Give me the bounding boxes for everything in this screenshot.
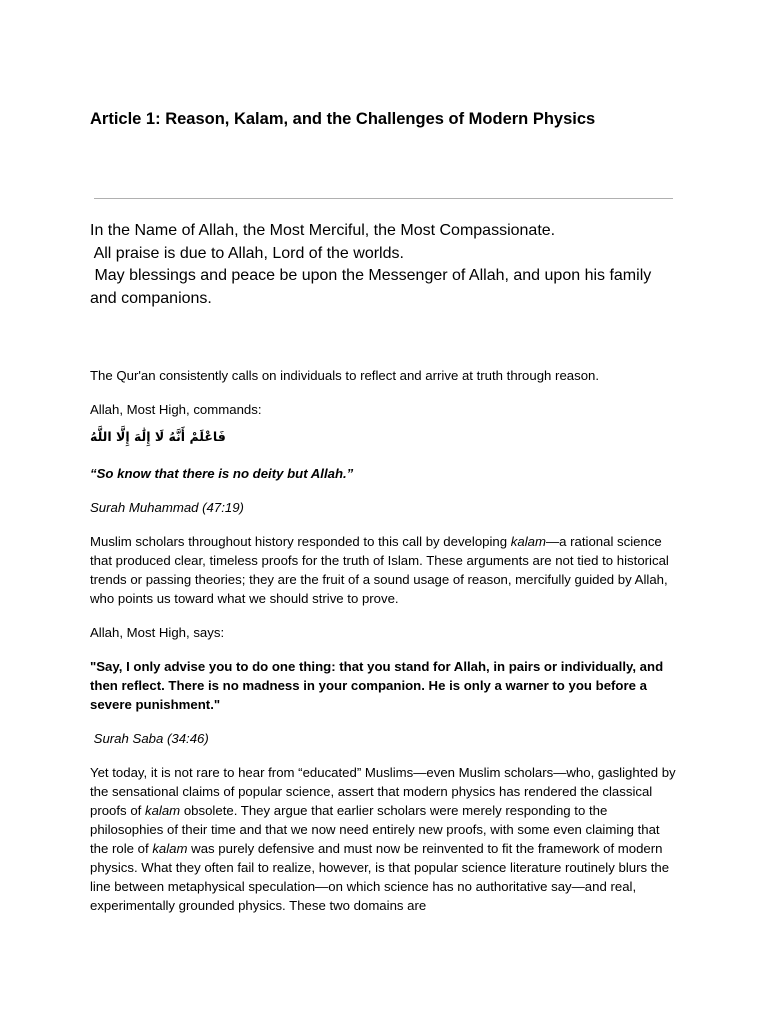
opening-invocation xyxy=(90,220,690,310)
horizontal-divider xyxy=(94,198,673,199)
article-body xyxy=(90,366,680,930)
modern-paragraph-part3: was purely defensive and must now be reinvented to fit the framework of modern physics. What they often fail to realize, however, is that popular science literature routinely blurs the line between metaphysical speculation—on which science has no authoritative say—and real, experimentally grounded physics. These two domains are xyxy=(90,841,670,913)
arabic-verse: فَاعْلَمْ أَنَّهُ لَا إِلَٰهَ إِلَّا اللَّهُ xyxy=(90,429,226,444)
verse-translation: “So know that there is no deity but Allah.” xyxy=(90,466,354,481)
modern-paragraph-part2: obsolete. They argue that earlier scholars were merely responding to the philosophies of their time and that we now need entirely new proofs, with some even claiming that the role of xyxy=(90,803,660,856)
says-intro: Allah, Most High, says: xyxy=(90,625,225,640)
kalam-term-1: kalam xyxy=(144,803,181,818)
kalam-paragraph-part2: —a rational science that produced clear, timeless proofs for the truth of Islam. These arguments are not tied to historical trends or passing theories; they are the fruit of a sound usage of reason, mercifully guided by Allah, who points us toward what we should strive to prove. xyxy=(90,534,669,606)
opening-line-2: All praise is due to Allah, Lord of the worlds. xyxy=(90,244,404,262)
modern-physics-paragraph xyxy=(90,763,680,915)
intro-paragraph: The Qur'an consistently calls on individuals to reflect and arrive at truth through reason. xyxy=(90,368,600,383)
opening-line-4: and companions. xyxy=(90,289,212,307)
saba-citation: Surah Saba (34:46) xyxy=(90,731,209,746)
kalam-term: kalam xyxy=(510,534,546,549)
article-title: Article 1: Reason, Kalam, and the Challenges of Modern Physics xyxy=(90,110,596,128)
commands-intro: Allah, Most High, commands: xyxy=(90,402,262,417)
kalam-term-2: kalam xyxy=(152,841,188,856)
opening-line-1: In the Name of Allah, the Most Merciful, the Most Compassionate. xyxy=(90,222,556,239)
opening-line-3: May blessings and peace be upon the Messenger of Allah, and upon his family xyxy=(90,267,652,284)
modern-paragraph-part1: Yet today, it is not rare to hear from “educated” Muslims—even Muslim scholars—who, gaslighted by the sensational claims of popular science, assert that modern physics has rendered the classical proofs of xyxy=(90,765,676,818)
saba-quote: "Say, I only advise you to do one thing: that you stand for Allah, in pairs or individually, and then reflect. There is no madness in your companion. He is only a warner to you before a severe punishment." xyxy=(90,659,664,712)
kalam-paragraph xyxy=(90,532,680,608)
kalam-paragraph-part1: Muslim scholars throughout history responded to this call by developing xyxy=(90,534,511,549)
verse-citation: Surah Muhammad (47:19) xyxy=(90,500,244,515)
